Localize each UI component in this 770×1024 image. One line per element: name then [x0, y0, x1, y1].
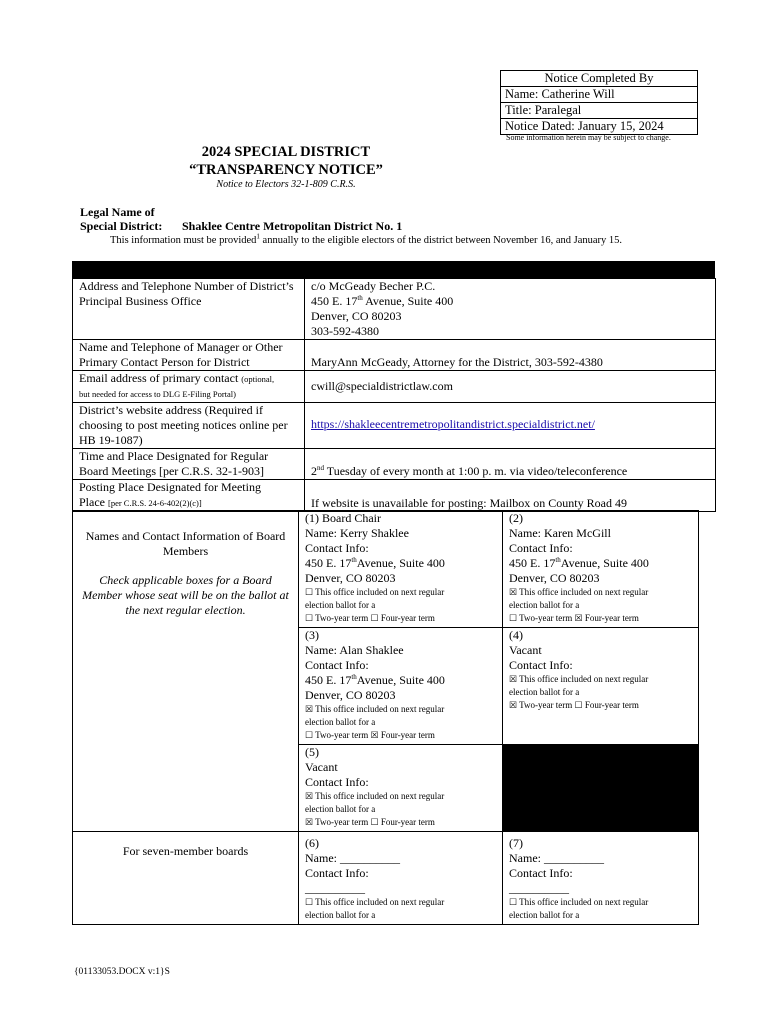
- notice-heading: Notice Completed By: [501, 71, 697, 87]
- office-checkbox[interactable]: ☐: [509, 897, 518, 907]
- two-year-checkbox[interactable]: ☐: [305, 730, 314, 740]
- four-year-checkbox[interactable]: ☐: [574, 700, 583, 710]
- office-checkbox[interactable]: ☐: [305, 897, 314, 907]
- table-row: [73, 279, 716, 340]
- four-year-checkbox[interactable]: ☒: [370, 730, 379, 740]
- info-pre: This information must be provided: [110, 235, 257, 246]
- four-year-checkbox[interactable]: ☐: [370, 817, 379, 827]
- board-label: Names and Contact Information of Board Members: [85, 529, 286, 558]
- address-line-1: c/o McGeady Becher P.C.: [311, 279, 436, 293]
- office-checkbox[interactable]: ☒: [305, 704, 314, 714]
- website-link[interactable]: https://shakleecentremetropolitandistrict.specialdistrict.net/: [311, 417, 595, 431]
- notice-title: Title: Paralegal: [501, 103, 697, 119]
- email-value: cwill@specialdistrictlaw.com: [305, 371, 716, 403]
- district-name: Shaklee Centre Metropolitan District No. 1: [182, 219, 403, 233]
- page-title: [150, 143, 422, 179]
- legal-name-block: [80, 205, 403, 233]
- board-label-cell: [73, 511, 299, 832]
- page-subtitle: Notice to Electors 32-1-809 C.R.S.: [216, 179, 356, 190]
- seven-member-label: For seven-member boards: [73, 832, 299, 925]
- four-year-checkbox[interactable]: ☒: [574, 613, 583, 623]
- legal-name-label-1: Legal Name of: [80, 205, 155, 219]
- two-year-checkbox[interactable]: ☒: [509, 700, 518, 710]
- table-row: [73, 340, 716, 371]
- info-post: annually to the eligible electors of the district between November 16, and January 15.: [259, 235, 623, 246]
- address-value: [305, 279, 716, 340]
- meetings-label: Time and Place Designated for Regular Board Meetings [per C.R.S. 32-1-903]: [73, 449, 305, 480]
- table-row: [73, 511, 699, 628]
- member-4: (4) Vacant Contact Info: ☒ This office included on next regular election ballot for a ☒ Two-year term ☐ Four-year term: [503, 628, 699, 745]
- legal-name-label-2: Special District:: [80, 219, 163, 233]
- member-3: (3) Name: Alan Shaklee Contact Info: 450 E. 17thAvenue, Suite 400 Denver, CO 80203 ☒ This office included on next regular election ballot for a ☐ Two-year term ☒ Four-year term: [299, 628, 503, 745]
- two-year-checkbox[interactable]: ☐: [509, 613, 518, 623]
- black-header-bar: [72, 261, 715, 278]
- member-5: (5) Vacant Contact Info: ☒ This office included on next regular election ballot for a ☒ Two-year term ☐ Four-year term: [299, 745, 503, 832]
- office-checkbox[interactable]: ☒: [305, 791, 314, 801]
- two-year-checkbox[interactable]: ☒: [305, 817, 314, 827]
- board-members-table: [72, 510, 699, 925]
- table-row: [73, 403, 716, 449]
- two-year-checkbox[interactable]: ☐: [305, 613, 314, 623]
- website-label: District’s website address (Required if choosing to post meeting notices online per HB 19-1087): [73, 403, 305, 449]
- info-footnote: 1: [256, 232, 260, 241]
- table-row: [73, 480, 716, 512]
- title-line-2: “TRANSPARENCY NOTICE”: [189, 162, 383, 178]
- member-6: (6) Name: __________ Contact Info: __________ ☐ This office included on next regular election ballot for a: [299, 832, 503, 925]
- office-checkbox[interactable]: ☒: [509, 587, 518, 597]
- document-footer: {01133053.DOCX v:1}S: [74, 967, 170, 977]
- member-2: (2) Name: Karen McGill Contact Info: 450 E. 17thAvenue, Suite 400 Denver, CO 80203 ☒ This office included on next regular election ballot for a ☐ Two-year term ☒ Four-year term: [503, 511, 699, 628]
- member-7: (7) Name: __________ Contact Info: __________ ☐ This office included on next regular election ballot for a: [503, 832, 699, 925]
- member-1: (1) Board Chair Name: Kerry Shaklee Contact Info: 450 E. 17thAvenue, Suite 400 Denver, CO 80203 ☐ This office included on next regular election ballot for a ☐ Two-year term ☐ Four-year term: [299, 511, 503, 628]
- posting-value: If website is unavailable for posting: Mailbox on County Road 49: [305, 480, 716, 512]
- table-row: [73, 449, 716, 480]
- title-line-1: 2024 SPECIAL DISTRICT: [201, 144, 371, 160]
- notice-name: Name: Catherine Will: [501, 87, 697, 103]
- website-cell: [305, 403, 716, 449]
- table-row: [73, 832, 699, 925]
- redacted-cell: [503, 745, 699, 832]
- notice-completed-box: [500, 70, 698, 135]
- notice-dated: Notice Dated: January 15, 2024: [505, 119, 664, 133]
- district-info-table: [72, 278, 716, 512]
- info-line: [110, 232, 623, 246]
- posting-label: Posting Place Designated for Meeting Place [per C.R.S. 24-6-402(2)(c)]: [73, 480, 305, 512]
- office-checkbox[interactable]: ☐: [305, 587, 314, 597]
- subject-note: Some information herein may be subject to change.: [506, 133, 671, 142]
- address-line-2: 450 E. 17th Avenue, Suite 400: [311, 294, 454, 308]
- manager-label: Name and Telephone of Manager or Other Primary Contact Person for District: [73, 340, 305, 371]
- address-line-3: Denver, CO 80203: [311, 309, 402, 323]
- table-row: [73, 371, 716, 403]
- manager-value: MaryAnn McGeady, Attorney for the District, 303-592-4380: [305, 340, 716, 371]
- address-label: Address and Telephone Number of District’s Principal Business Office: [73, 279, 305, 340]
- office-checkbox[interactable]: ☒: [509, 674, 518, 684]
- email-label: Email address of primary contact (optional, but needed for access to DLG E-Filing Portal): [73, 371, 305, 403]
- four-year-checkbox[interactable]: ☐: [370, 613, 379, 623]
- address-line-4: 303-592-4380: [311, 324, 379, 338]
- board-instruction: Check applicable boxes for a Board Member whose seat will be on the ballot at the next regular election.: [82, 573, 289, 617]
- meetings-value: 2nd Tuesday of every month at 1:00 p. m. via video/teleconference: [305, 449, 716, 480]
